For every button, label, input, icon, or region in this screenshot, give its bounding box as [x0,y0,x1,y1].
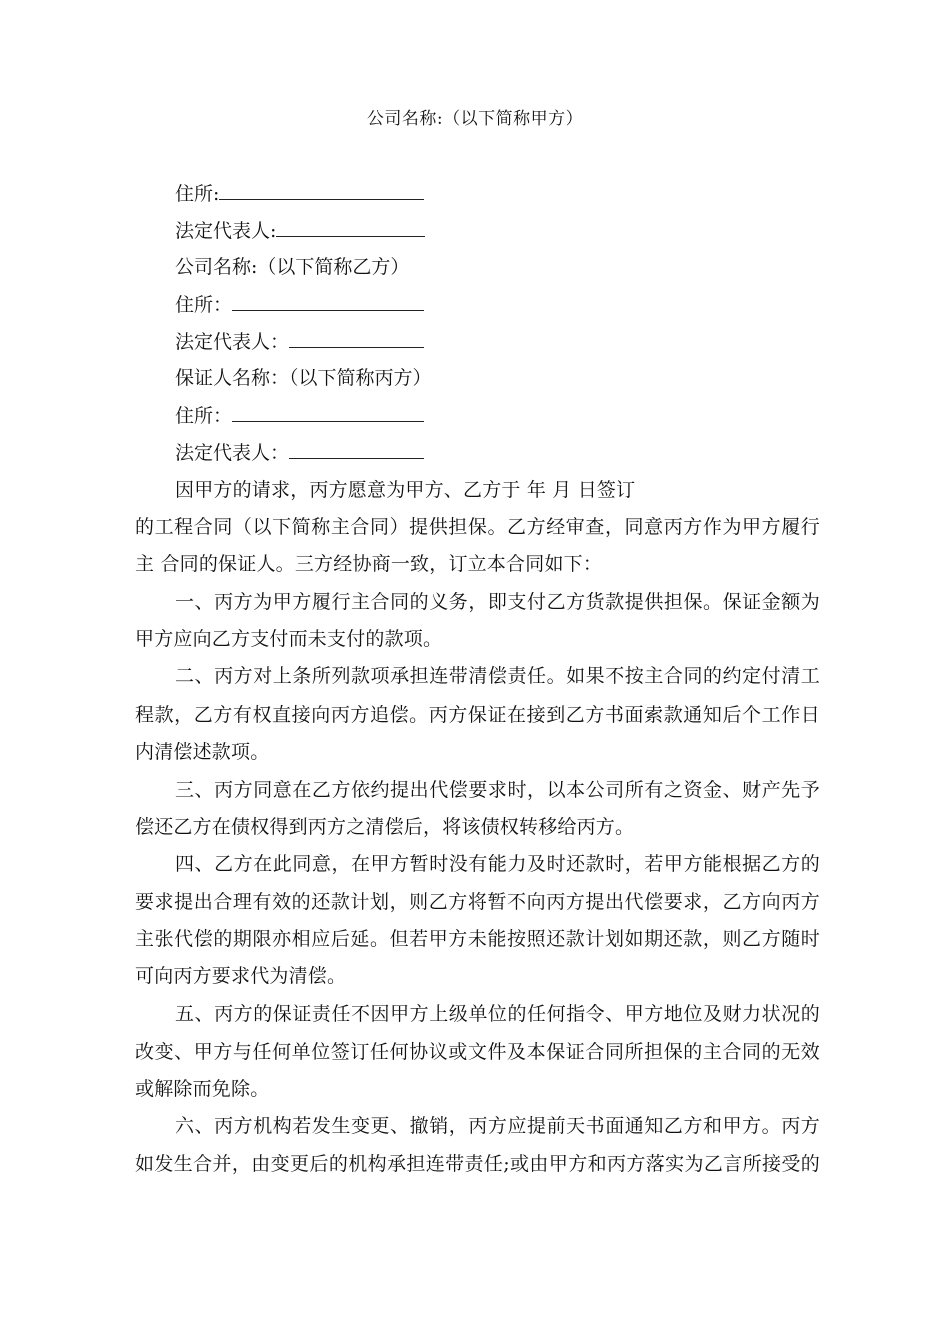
field-label: 法定代表人： [175,331,290,353]
guarantor-address-field [175,403,424,428]
clause-1-line: 一、丙方为甲方履行主合同的义务，即支付乙方货款提供担保。保证金额为 [175,591,820,613]
party-b-address-field [175,292,424,317]
clause-4-line: 可向丙方要求代为清偿。 [135,965,347,987]
clause-3-line: 偿还乙方在债权得到丙方之清偿后，将该债权转移给丙方。 [135,816,635,838]
clause-1-line: 甲方应向乙方支付而未支付的款项。 [135,628,443,650]
clause-2-line: 内清偿述款项。 [135,741,270,763]
clause-4-line: 主张代偿的期限亦相应后延。但若甲方未能按照还款计划如期还款，则乙方随时 [135,928,820,950]
field-label: 公司名称:（以下简称乙方） [175,256,410,278]
clause-5-line: 改变、甲方与任何单位签订任何协议或文件及本保证合同所担保的主合同的无效 [135,1041,820,1063]
blank-line [232,292,424,311]
body-line: 的工程合同（以下简称主合同）提供担保。乙方经审查，同意丙方作为甲方履行 [135,516,820,538]
field-label: 保证人名称：（以下简称丙方） [175,367,432,389]
party-a-address-field [175,181,424,206]
guarantor-name-field [175,366,432,390]
clause-6-line: 如发生合并，由变更后的机构承担连带责任;或由甲方和丙方落实为乙言所接受的 [135,1153,820,1175]
blank-line [219,181,424,200]
clause-4-line: 要求提出合理有效的还款计划，则乙方将暂不向丙方提出代偿要求，乙方向丙方 [135,891,820,913]
clause-5-line: 或解除而免除。 [135,1078,270,1100]
clause-5-line: 五、丙方的保证责任不因甲方上级单位的任何指令、甲方地位及财力状况的 [175,1003,820,1025]
blank-line [276,218,425,237]
blank-line [289,440,424,459]
clause-6-line: 六、丙方机构若发生变更、撤销，丙方应提前天书面通知乙方和甲方。丙方 [175,1115,820,1137]
field-label: 法定代表人： [175,442,290,464]
clause-2-line: 程款，乙方有权直接向丙方追偿。丙方保证在接到乙方书面索款通知后个工作日 [135,704,820,726]
document-title: 公司名称:（以下简称甲方） [366,109,584,129]
field-label: 住所： [175,294,233,316]
field-label: 法定代表人: [175,220,277,242]
blank-line [232,403,424,422]
party-b-name-field [175,255,409,279]
blank-line [289,329,424,348]
party-b-representative-field [175,329,424,354]
clause-3-line: 三、丙方同意在乙方依约提出代偿要求时，以本公司所有之资金、财产先予 [175,779,820,801]
field-label: 住所： [175,405,233,427]
clause-2-line: 二、丙方对上条所列款项承担连带清偿责任。如果不按主合同的约定付清工 [175,665,820,687]
field-label: 住所: [175,183,220,205]
party-a-representative-field [175,218,425,243]
guarantor-representative-field [175,440,424,465]
body-line: 因甲方的请求，丙方愿意为甲方、乙方于 年 月 日签订 [175,479,636,501]
clause-4-line: 四、乙方在此同意，在甲方暂时没有能力及时还款时，若甲方能根据乙方的 [175,853,820,875]
body-line: 主 合同的保证人。三方经协商一致，订立本合同如下： [135,553,603,575]
